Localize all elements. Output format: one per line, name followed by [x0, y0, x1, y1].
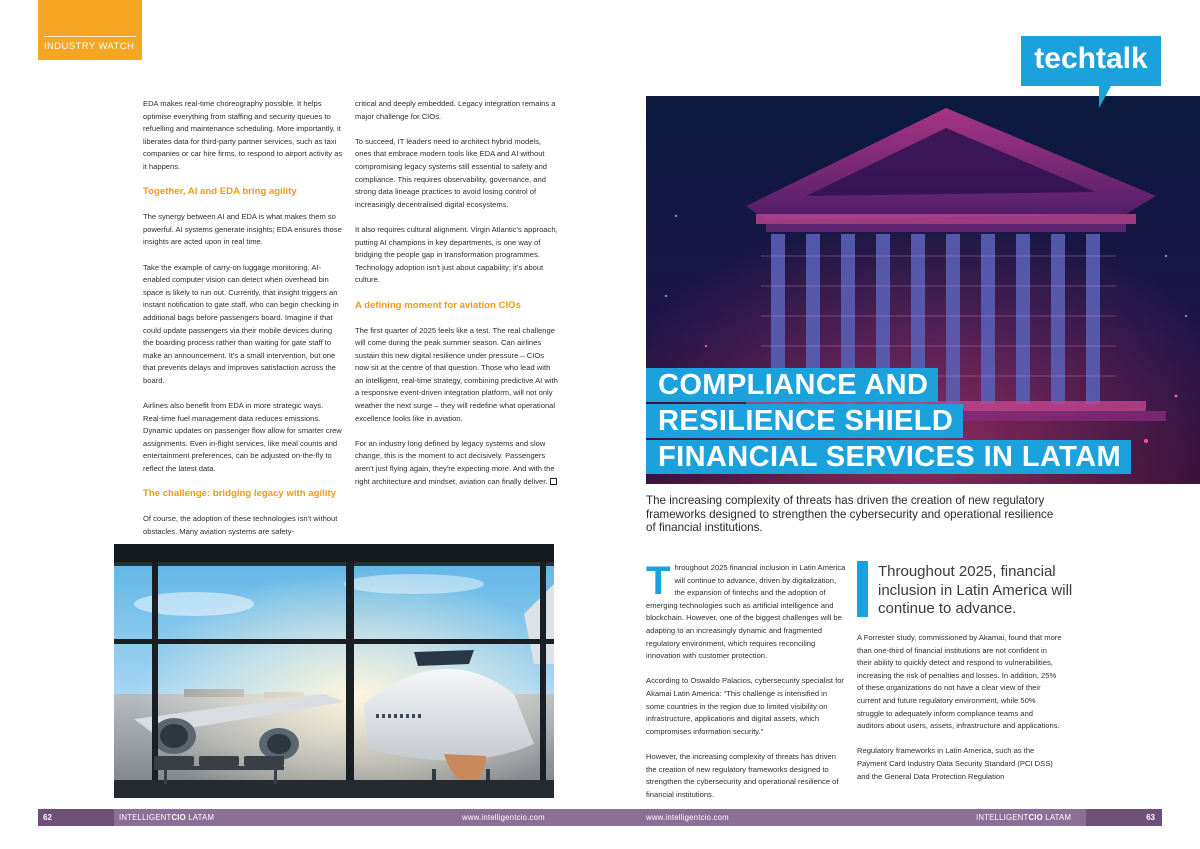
left-column-1	[143, 98, 343, 551]
paragraph: However, the increasing complexity of threats has driven the creation of new regulatory frameworks designed to strengthen the cybersecurity and operational resilience of financial institutions.	[646, 751, 839, 799]
headline-line-3: FINANCIAL SERVICES IN LATAM	[646, 440, 1131, 474]
headline-line-2: RESILIENCE SHIELD	[646, 404, 963, 438]
paragraph: Airlines also benefit from EDA in more strategic ways. Real-time fuel management data reduces emissions. Dynamic updates on passenger flow allow for smarter crew assignments. Even in-flight services, like meal counts and entertainment preferences, can be adjusted on-the-fly to reflect the latest data.	[143, 401, 342, 474]
airport-window-illustration	[114, 544, 554, 798]
paragraph: According to Oswaldo Palacios, cybersecurity specialist for Akamai Latin America: “This challenge is intensified in some countries in the region due to limited visibility on infrastructure, applications and digital assets, which compromises information security.”	[646, 676, 844, 736]
paragraph: Regulatory frameworks in Latin America, such as the Payment Card Industry Data Security Standard (PCI DSS) and the General Data Protection Regulation	[857, 746, 1053, 781]
pull-quote	[857, 561, 1097, 621]
paragraph-with-dropcap	[646, 559, 846, 663]
right-column-1	[646, 559, 846, 814]
brand-bold: CIO	[171, 813, 186, 822]
paragraph: Of course, the adoption of these technologies isn't without obstacles. Many aviation systems are safety-	[143, 514, 338, 536]
paragraph-text: hroughout 2025 financial inclusion in Latin America will continue to advance, driven by digitalization, the expansion of fintechs and the adoption of emerging technologies such as artificial intelligence and blockchain. However, one of the biggest challenges will be adapting to an increasingly dynamic and fragmented regulatory environment, which requires reconciling innovation with customer protection.	[646, 563, 846, 661]
paragraph: The first quarter of 2025 feels like a test. The real challenge will come during the peak summer season. Can airlines sustain this new digital resilience under pressure – CIOs now sit at the centre of that question. Those who lead with an intelligent, real-time strategy, combining predictive AI with a responsive event-driven integration platform, will not only weather the next surge – they will redefine what operational excellence looks like in aviation.	[355, 325, 558, 423]
right-website: www.intelligentcio.com	[646, 813, 729, 822]
brand-prefix: INTELLIGENT	[976, 813, 1029, 822]
paragraph: Take the example of carry-on luggage monitoring. AI-enabled computer vision can detect when overhead bin space is likely to run out. Currently, that insight triggers an instant notification to gate staff, who can begin checking in additional bags before passengers board. Imagine if that could update passengers via their mobile devices during the boarding process rather than waiting for gate staff to make an announcement. It's a small intervention, but one that prevents delays and improves satisfaction across the board.	[143, 262, 339, 385]
dropcap: T	[646, 559, 671, 603]
section-tag	[38, 0, 142, 60]
paragraph: A Forrester study, commissioned by Akamai, found that more than one-third of financial institutions are not confident in their ability to quickly detect and respond to vulnerabilities, increasing the risk of penalties and losses. In addition, 25% of these organizations do not have a clear view of their current and future regulatory environment, while 50% struggle to adequately inform compliance teams and auditors about users, assets, infrastructure and applications.	[857, 633, 1062, 731]
speech-bubble-tail	[1099, 86, 1111, 108]
brand-bold: CIO	[1028, 813, 1043, 822]
logo-text: techtalk	[1034, 42, 1148, 75]
brand-prefix: INTELLIGENT	[119, 813, 172, 822]
paragraph: EDA makes real-time choreography possible. It helps optimise everything from staffing and security queues to refuelling and maintenance scheduling. More importantly, it liberates data for third-party partner services, such as taxi companies or car hire firms, to respond to airport activity as it happens.	[143, 99, 343, 171]
section-tag-label: INDUSTRY WATCH	[44, 41, 135, 52]
paragraph-last	[355, 438, 558, 488]
pull-quote-text: Throughout 2025, financial inclusion in Latin America will continue to advance.	[878, 563, 1073, 617]
pull-quote-bar	[857, 561, 868, 617]
square-end-mark-icon	[550, 478, 557, 485]
paragraph-text: For an industry long defined by legacy systems and slow change, this is the moment to act decisively. Passengers aren't just flying again, they're expecting more. And with the right architecture and mindset, aviation can finally deliver.	[355, 438, 555, 486]
left-page-number: 62	[38, 809, 114, 826]
subheading: A defining moment for aviation CIOs	[355, 299, 521, 311]
footer-bar	[38, 809, 1162, 826]
subheading: Together, AI and EDA bring agility	[143, 186, 297, 198]
subheading: The challenge: bridging legacy with agility	[143, 488, 336, 500]
right-page	[600, 0, 1200, 849]
section-tag-rule	[44, 36, 136, 37]
airport-airplane-photo	[114, 544, 554, 798]
brand-suffix: LATAM	[185, 813, 215, 822]
paragraph: critical and deeply embedded. Legacy integration remains a major challenge for CIOs.	[355, 99, 556, 121]
left-brand	[119, 809, 214, 826]
paragraph: The synergy between AI and EDA is what makes them so powerful. AI systems generate insights; EDA ensures those insights are acted upon in real time.	[143, 212, 342, 247]
right-page-number: 63	[1086, 809, 1162, 826]
left-column-2	[355, 98, 558, 501]
paragraph: It also requires cultural alignment. Virgin Atlantic's approach, putting AI champions in key departments, is one way of bridging the people gap in transformation programmes. Technology adoption isn't just about capability; it's about culture.	[355, 224, 558, 285]
right-column-2	[857, 632, 1062, 796]
right-brand	[976, 809, 1071, 826]
left-website: www.intelligentcio.com	[462, 813, 545, 822]
paragraph: To succeed, IT leaders need to architect hybrid models, ones that embrace modern tools like EDA and AI without compromising legacy systems still essential to safety and compliance. This requires observability, governance, and strong data lineage practices to avoid losing control of increasingly decentralised digital ecosystems.	[355, 136, 548, 209]
headline-line-1: COMPLIANCE AND	[646, 368, 938, 402]
standfirst: The increasing complexity of threats has driven the creation of new regulatory frameworks designed to strengthen the cybersecurity and operational resilience of financial institutions.	[646, 494, 1054, 534]
brand-suffix: LATAM	[1042, 813, 1072, 822]
techtalk-speech-bubble-logo	[1021, 36, 1161, 86]
